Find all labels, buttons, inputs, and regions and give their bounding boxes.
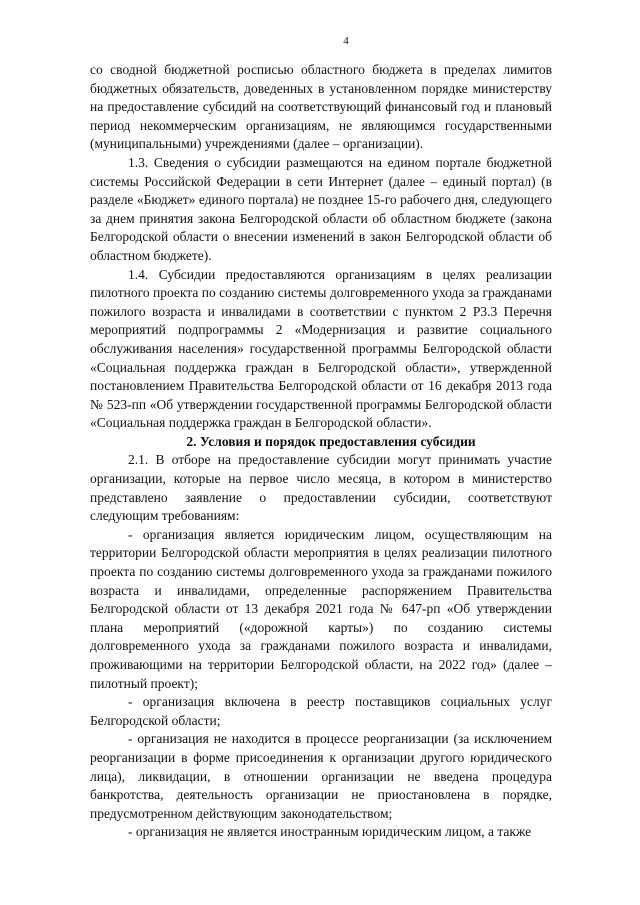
page-number: 4 bbox=[343, 35, 349, 47]
requirement-item: - организация не является иностранным юридическим лицом, а также bbox=[128, 824, 532, 840]
requirement-item: - организация включена в реестр поставщиков социальных услуг Белгородской области; bbox=[90, 694, 552, 728]
section-heading: 2. Условия и порядок предоставления субсидии bbox=[186, 433, 476, 449]
requirement-item: - организация не находится в процессе реорганизации (за исключением реорганизации в форме присоединения к организации другого юридического лица), ликвидации, в отношении организации не введена процедура банкротства, деятельность организации не приостановлена в порядке, предусмотренном действующим законодательством; bbox=[90, 731, 552, 821]
paragraph-1-3: 1.3. Сведения о субсидии размещаются на едином портале бюджетной системы Российской Федерации в сети Интернет (далее – единый портал) (в разделе «Бюджет» единого портала) не позднее 15-го рабочего дня, следующего за днем принятия закона Белгородской области об областном бюджете (закона Белгородской области о внесении изменений в закон Белгородской области об областном бюджете). bbox=[90, 154, 552, 263]
paragraph-2-1: 2.1. В отборе на предоставление субсидии могут принимать участие организации, которые на первое число месяца, в котором в министерство представлено заявление о предоставлении субсидии, соответствуют следующим требованиям: bbox=[90, 452, 552, 524]
paragraph-1-4: 1.4. Субсидии предоставляются организациям в целях реализации пилотного проекта по созданию системы долговременного ухода за гражданами пожилого возраста и инвалидами в соответствии с пунктом 2 Р3.3 Перечня мероприятий подпрограммы 2 «Модернизация и развитие социального обслуживания населения» государственной программы Белгородской области «Социальная поддержка граждан в Белгородской области», утвержденной постановлением Правительства Белгородской области от 16 декабря 2013 года № 523-пп «Об утверждении государственной программы Белгородской области «Социальная поддержка граждан в Белгородской области». bbox=[90, 266, 552, 431]
requirement-item: - организация является юридическим лицом, осуществляющим на территории Белгородской области мероприятия в целях реализации пилотного проекта по созданию системы долговременного ухода за гражданами пожилого возраста и инвалидами, определенные распоряжением Правительства Белгородской области от 13 декабря 2021 года № 647-рп «Об утверждении плана мероприятий («дорожной карты») по созданию системы долговременного ухода за гражданами пожилого возраста и инвалидами, проживающими на территории Белгородской области, на 2022 год» (далее – пилотный проект); bbox=[90, 526, 552, 691]
paragraph-continuation: со сводной бюджетной росписью областного бюджета в пределах лимитов бюджетных обязательств, доведенных в установленном порядке министерству на предоставление субсидий на соответствующий финансовый год и плановый период некоммерческим организациям, не являющимся государственными (муниципальными) учреждениями (далее – организации). bbox=[90, 62, 552, 152]
document-body bbox=[90, 61, 552, 842]
